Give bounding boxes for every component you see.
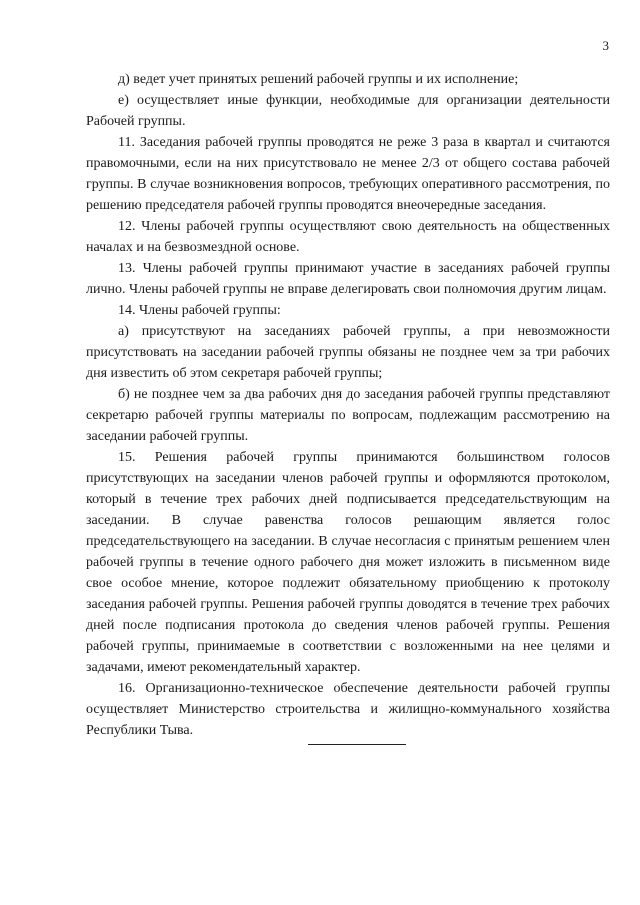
page-number: 3 <box>602 38 609 53</box>
document-body <box>86 69 610 741</box>
paragraph-12: 12. Члены рабочей группы осуществляют свою деятельность на общественных началах и на безвозмездной основе. <box>86 219 610 255</box>
paragraph-15: 15. Решения рабочей группы принимаются большинством голосов присутствующих на заседании членов рабочей группы и оформляются протоколом, который в течение трех рабочих дней подписывается председательствующим на заседании. В случае равенства голосов решающим является голос председательствующего на заседании. В случае несогласия с принятым решением член рабочей группы в течение одного рабочего дня может изложить в письменном виде свое особое мнение, которое подлежит обязательному приобщению к протоколу заседания рабочей группы. Решения рабочей группы доводятся в течение трех рабочих дней после подписания протокола до сведения членов рабочей группы. Решения рабочей группы, принимаемые в соответствии с возложенными на нее целями и задачами, имеют рекомендательный характер. <box>86 450 610 675</box>
end-divider <box>308 744 406 745</box>
paragraph-16: 16. Организационно-техническое обеспечение деятельности рабочей группы осуществляет Министерство строительства и жилищно-коммунального хозяйства Республики Тыва. <box>86 681 610 738</box>
paragraph-item-d: д) ведет учет принятых решений рабочей группы и их исполнение; <box>118 72 519 87</box>
paragraph-14-a: а) присутствуют на заседаниях рабочей группы, а при невозможности присутствовать на заседании рабочей группы обязаны не позднее чем за три рабочих дня известить об этом секретаря рабочей группы; <box>86 324 610 381</box>
paragraph-14-b: б) не позднее чем за два рабочих дня до заседания рабочей группы представляют секретарю рабочей группы материалы по вопросам, подлежащим рассмотрению на заседании рабочей группы. <box>86 387 610 444</box>
paragraph-13: 13. Члены рабочей группы принимают участие в заседаниях рабочей группы лично. Члены рабочей группы не вправе делегировать свои полномочия другим лицам. <box>86 261 610 297</box>
paragraph-item-e: е) осуществляет иные функции, необходимые для организации деятельности Рабочей группы. <box>86 93 610 129</box>
paragraph-11: 11. Заседания рабочей группы проводятся не реже 3 раза в квартал и считаются правомочными, если на них присутствовало не менее 2/3 от общего состава рабочей группы. В случае возникновения вопросов, требующих оперативного рассмотрения, по решению председателя рабочей группы проводятся внеочередные заседания. <box>86 135 610 213</box>
paragraph-14: 14. Члены рабочей группы: <box>118 303 281 318</box>
